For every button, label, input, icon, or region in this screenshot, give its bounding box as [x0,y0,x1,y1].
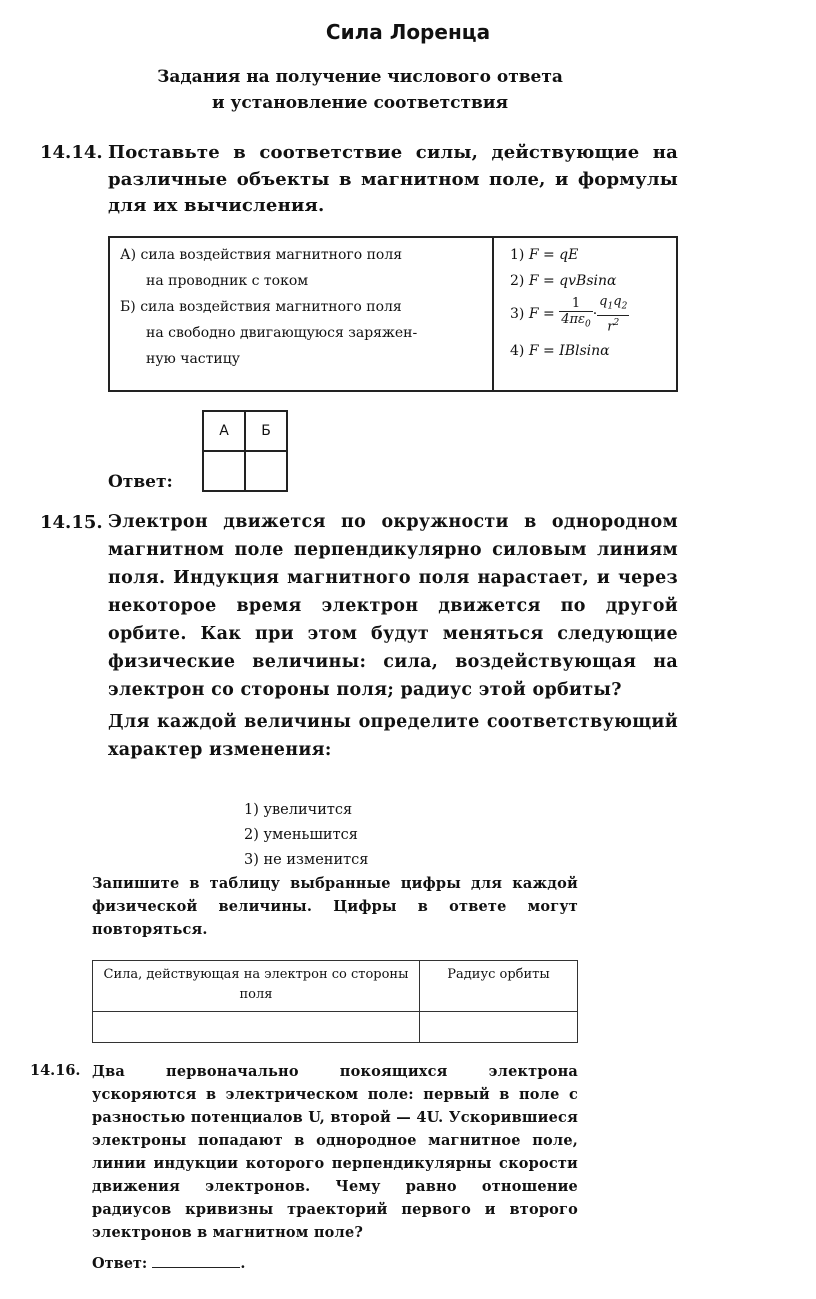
item-b-cont: на свободно двигающуюся заряжен- [146,325,418,341]
option-no-change: 3) не изменится [244,852,369,868]
option-decrease: 2) уменьшится [244,827,358,843]
task-number-14-14: 14.14. [40,142,103,163]
fraction-charges: $\frac{q_1q_2}{r^2}$ [599,294,628,334]
task-number-14-16: 14.16. [30,1062,81,1079]
answer-label-14-16: Ответ: [92,1255,148,1272]
answer-label-14-14: Ответ: [108,472,173,492]
answer-table-14-14 [202,410,288,492]
header-force: Сила, действующая на электрон со стороны поля [93,961,420,1012]
task-14-14-text: Поставьте в соответствие силы, действующие на различные объекты в магнитном поле, и формулы для их вычисления. [108,142,678,216]
matching-left-column [109,237,493,391]
answer-cell-b[interactable] [245,451,287,491]
answer-cell-force[interactable] [93,1012,420,1043]
matching-right-column [493,237,677,391]
formula-4: 4) F = IBlsinα [510,343,610,359]
answer-table-14-15 [92,960,578,1043]
section-subtitle-line1: Задания на получение числового ответа [157,67,563,87]
task-number-14-15: 14.15. [40,512,103,533]
section-subtitle-line2: и установление соответствия [211,93,509,113]
item-b-label: Б) сила воздействия магнитного поля [120,299,402,315]
item-a-cont: на проводник с током [146,273,309,289]
answer-blank-14-16[interactable] [152,1252,240,1268]
item-b-cont2: ную частицу [146,351,240,367]
answer-cell-a[interactable] [203,451,245,491]
formula-3: 3) F = $\frac{1}{4\pi\varepsilon_0}$ · $\frac{q_1q_2}{r^2}$ [510,294,628,334]
formula-2: 2) F = qvBsinα [510,273,617,289]
options-list [244,798,368,873]
instruction-text: Запишите в таблицу выбранные цифры для каждой физической величины. Цифры в ответе могут повторяться. [92,875,578,938]
formula-1: 1) F = qE [510,247,579,263]
page-title: Сила Лоренца [325,20,491,44]
matching-table [108,236,678,392]
option-increase: 1) увеличится [244,802,353,818]
answer-header-b: Б [245,411,287,451]
fraction-coefficient: $\frac{1}{4\pi\varepsilon_0}$ [561,295,591,330]
task-14-15-text2: Для каждой величины определите соответствующий характер изменения: [108,712,678,760]
answer-line-14-16: Ответ: . [92,1252,245,1272]
item-a-label: А) сила воздействия магнитного поля [120,247,403,263]
answer-header-a: А [203,411,245,451]
answer-cell-radius[interactable] [420,1012,578,1043]
task-14-16-text: Два первоначально покоящихся электрона ускоряются в электрическом поле: первый в поле с разностью потенциалов U, второй — 4U. Ускорившиеся электроны попадают в однородное магнитное поле, линии индукции которого перпендикулярны скорости движения электронов. Чему равно отношение радиусов кривизны траекторий первого и второго электронов в магнитном поле? [92,1063,578,1241]
header-radius: Радиус орбиты [420,961,578,1012]
task-14-15-text: Электрон движется по окружности в однородном магнитном поле перпендикулярно силовым линиям поля. Индукция магнитного поля нарастает, и через некоторое время электрон движется по другой орбите. Как при этом будут меняться следующие физические величины: сила, воздействующая на электрон со стороны поля; радиус этой орбиты? [108,512,678,700]
